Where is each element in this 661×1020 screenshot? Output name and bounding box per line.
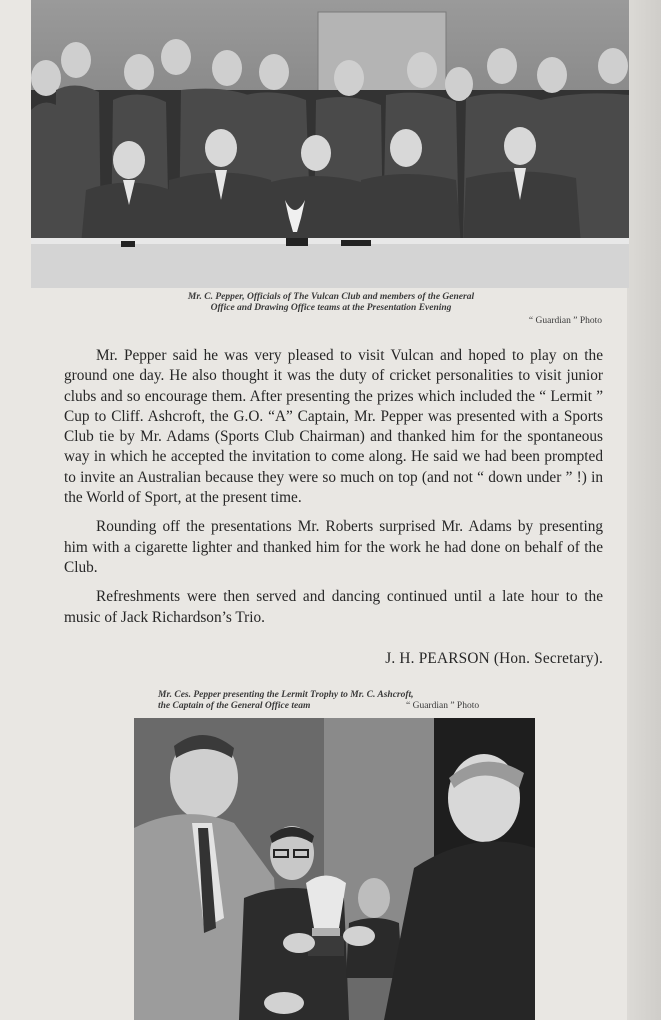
trophy-presentation-photograph [134, 718, 535, 1020]
article-body [64, 346, 603, 637]
bottom-caption-line2: the Captain of the General Office team [158, 700, 311, 711]
bottom-caption-line1: Mr. Ces. Pepper presenting the Lermit Trophy to Mr. C. Ashcroft, [158, 690, 414, 700]
bottom-photo-credit: “ Guardian ” Photo [406, 701, 480, 711]
article-paragraph: Rounding off the presentations Mr. Roberts surprised Mr. Adams by presenting him with a cigarette lighter and thanked him for the work he had done on behalf of the Club. [64, 518, 603, 576]
group-photograph [31, 0, 629, 288]
article-paragraph: Refreshments were then served and dancing continued until a late hour to the music of Jack Richardson’s Trio. [64, 588, 603, 626]
top-photo-caption [31, 292, 631, 313]
article-paragraph: Mr. Pepper said he was very pleased to visit Vulcan and hoped to play on the ground one day. He also thought it was the duty of cricket personalities to visit junior clubs and so encourage them. After presenting the prizes which included the “ Lermit ” Cup to Cliff. Ashcroft, the G.O. “A” Captain, Mr. Pepper was presented with a Sports Club tie by Mr. Adams (Sports Club Chairman) and thanked him for the spontaneous way in which he accepted the invitation to come along. He said we had been prompted to invite an Australian because they were so much on top (and not “ down under ” !) in the World of Sport, at the present time. [64, 347, 603, 507]
top-caption-line1: Mr. C. Pepper, Officials of The Vulcan Club and members of the General [187, 292, 475, 302]
page-edge-shadow [627, 0, 661, 1020]
top-photo-credit: “ Guardian ” Photo [528, 316, 602, 326]
article-signature: J. H. PEARSON (Hon. Secretary). [385, 650, 603, 667]
top-caption-line2: Office and Drawing Office teams at the Presentation Evening [210, 302, 452, 313]
